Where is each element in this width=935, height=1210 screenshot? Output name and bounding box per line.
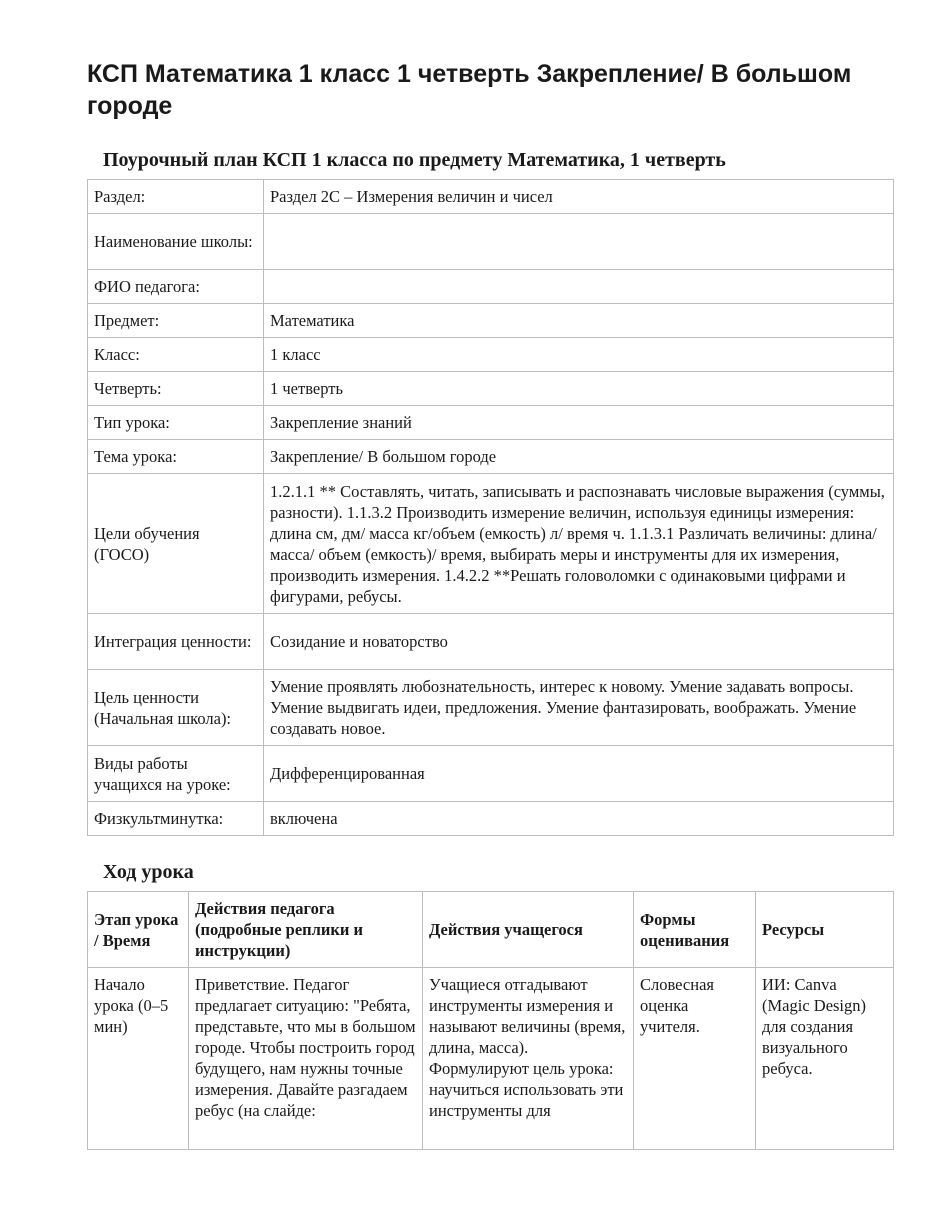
table-row [88,304,894,338]
row-label-work-types: Виды работы учащихся на уроке: [88,746,264,802]
table-row [88,746,894,802]
row-label-subject: Предмет: [88,304,264,338]
table-row [88,670,894,746]
row-label-section: Раздел: [88,180,264,214]
header-resources: Ресурсы [756,892,894,968]
header-stage: Этап урока / Время [88,892,189,968]
header-teacher-actions: Действия педагога (подробные реплики и инструкции) [189,892,423,968]
cell-teacher-actions-text: Приветствие. Педагог предлагает ситуацию: "Ребята, представьте, что мы в большом городе. Чтобы построить город будущего, нам нужны точные измерения. Давайте разгадаем ребус (на слайде: [195,975,416,1120]
row-value-value-goal: Умение проявлять любознательность, интерес к новому. Умение задавать вопросы. Умение выдвигать идеи, предложения. Умение фантазировать, воображать. Умение создавать новое. [264,670,894,746]
cell-resources-text: ИИ: Canva (Magic Design) для создания визуального ребуса. [762,975,867,1078]
table-row [88,214,894,270]
table-row [88,372,894,406]
row-value-section: Раздел 2C – Измерения величин и чисел [264,180,894,214]
row-value-subject: Математика [264,304,894,338]
cell-student-actions [423,968,634,1150]
row-value-lesson-type: Закрепление знаний [264,406,894,440]
document-title: КСП Математика 1 класс 1 четверть Закрепление/ В большом городе [87,60,852,120]
cell-assessment-text: Словесная оценка учителя. [640,975,714,1036]
row-label-quarter: Четверть: [88,372,264,406]
row-label-grade: Класс: [88,338,264,372]
table-row [88,802,894,836]
row-value-teacher [264,270,894,304]
row-label-lesson-type: Тип урока: [88,406,264,440]
header-student-actions: Действия учащегося [423,892,634,968]
row-value-topic: Закрепление/ В большом городе [264,440,894,474]
row-label-physical-break: Физкультминутка: [88,802,264,836]
lesson-info-table [87,179,894,836]
row-value-physical-break: включена [264,802,894,836]
row-value-goals: 1.2.1.1 ** Составлять, читать, записывать и распознавать числовые выражения (суммы, разности). 1.1.3.2 Производить измерение величин, используя единицы измерения: длина см, дм/ масса кг/объем (емкость) л/ время ч. 1.1.3.1 Различать величины: длина/масса/ объем (емкость)/ время, выбирать меры и инструменты для их измерения, производить измерения. 1.4.2.2 **Решать головоломки с одинаковыми цифрами и фигурами, ребусы. [264,474,894,614]
table-row [88,180,894,214]
table-row [88,440,894,474]
table-row [88,968,894,1150]
header-assessment: Формы оценивания [634,892,756,968]
cell-teacher-actions [189,968,423,1150]
row-label-value-goal: Цель ценности (Начальная школа): [88,670,264,746]
row-label-goals: Цели обучения (ГОСО) [88,474,264,614]
table-row [88,406,894,440]
lesson-progress-table [87,891,894,1150]
table-row [88,338,894,372]
row-value-work-types: Дифференцированная [264,746,894,802]
plan-heading: Поурочный план КСП 1 класса по предмету Математика, 1 четверть [103,149,726,171]
cell-assessment [634,968,756,1150]
cell-stage-text: Начало урока (0–5 мин) [94,975,169,1036]
row-value-values: Созидание и новаторство [264,614,894,670]
row-label-values: Интеграция ценности: [88,614,264,670]
row-label-topic: Тема урока: [88,440,264,474]
table-row [88,474,894,614]
row-value-school [264,214,894,270]
table-row [88,614,894,670]
cell-resources [756,968,894,1150]
lesson-progress-heading: Ход урока [103,861,194,883]
cell-student-actions-text: Учащиеся отгадывают инструменты измерения и называют величины (время, длина, масса). Формулируют цель урока: научиться использовать эти инструменты для [429,975,626,1120]
row-label-school: Наименование школы: [88,214,264,270]
table-header-row [88,892,894,968]
row-value-quarter: 1 четверть [264,372,894,406]
table-row [88,270,894,304]
row-label-teacher: ФИО педагога: [88,270,264,304]
row-value-grade: 1 класс [264,338,894,372]
cell-stage [88,968,189,1150]
